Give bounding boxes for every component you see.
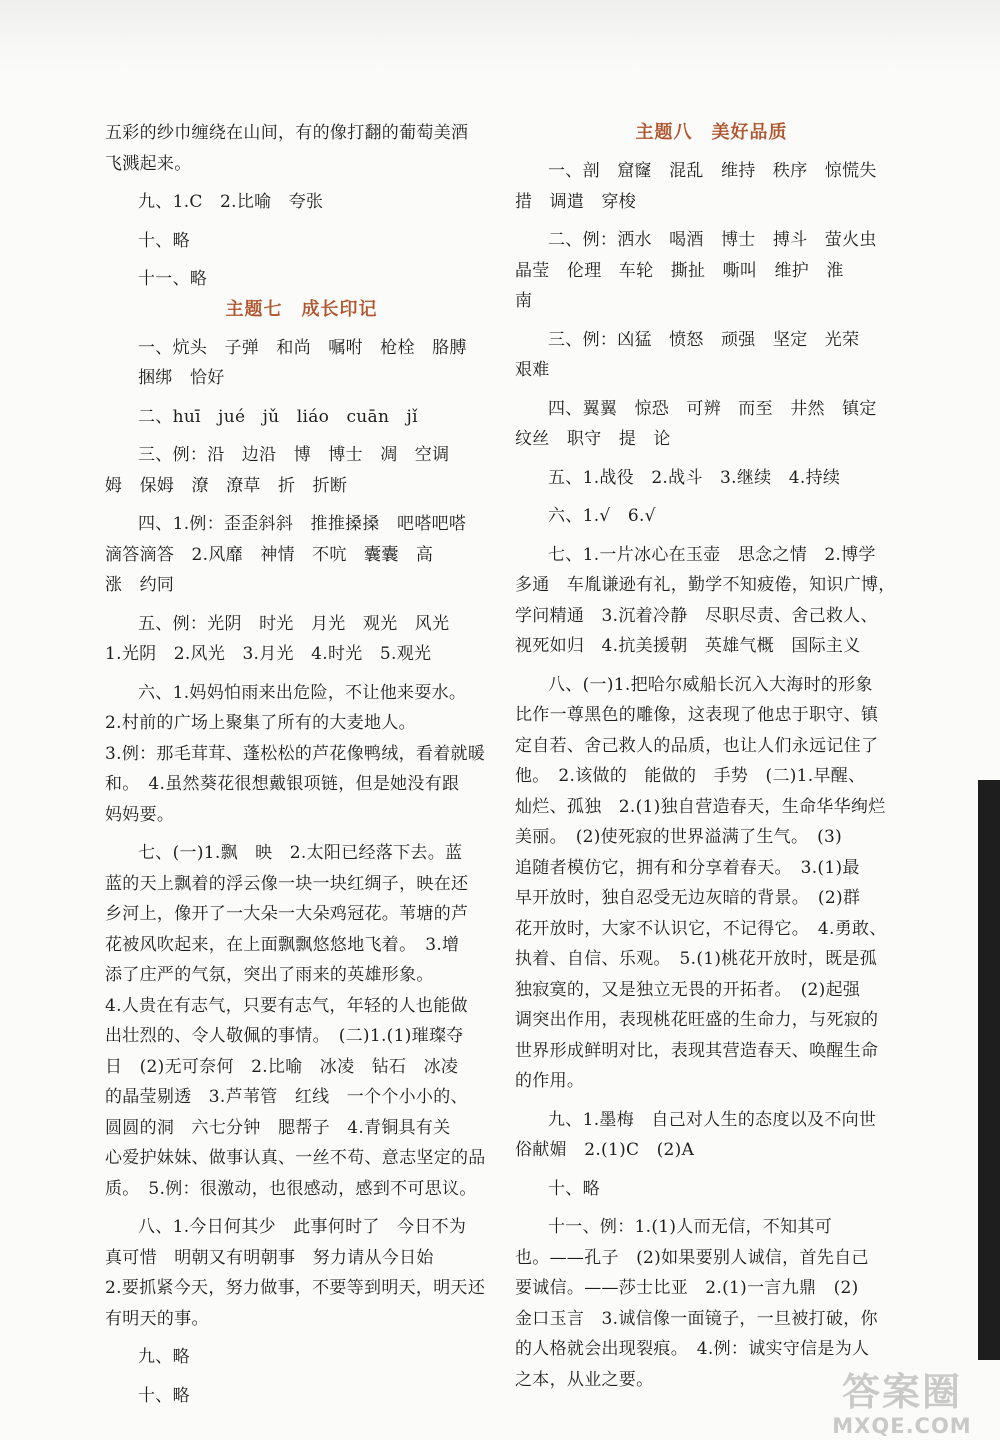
answer-line: 一、炕头 子弹 和尚 嘱咐 枪栓 胳膊 — [138, 337, 467, 358]
answer-line: 滴答滴答 2.风靡 神情 不吭 囊囊 高 — [105, 544, 434, 565]
item-gap — [515, 1204, 908, 1212]
answer-line: 心爱护妹妹、做事认真、一丝不苟、意志坚定的品 — [105, 1148, 486, 1168]
item-gap — [105, 432, 498, 440]
item-gap — [105, 218, 498, 226]
answer-line: 独寂寞的，又是独立无畏的开拓者。 (2)起强 — [515, 979, 861, 1000]
answer-line: 有明天的事。 — [105, 1308, 209, 1329]
answer-line: 学问精通 3.沉着冷静 尽职尽责、舍己救人、 — [515, 605, 878, 626]
item-gap — [105, 1373, 498, 1381]
answer-line: 八、(一)1.把哈尔威船长沉入大海时的形象 — [548, 674, 873, 695]
answer-line: 2.要抓紧今天，努力做事，不要等到明天，明天还 — [105, 1278, 486, 1298]
item-gap — [105, 501, 498, 509]
watermark-url: MXQE.COM — [832, 1414, 972, 1438]
answer-line: 执着、自信、乐观。 5.(1)桃花开放时，既是孤 — [515, 949, 877, 969]
answer-line: 乡河上，像开了一大朵一大朵鸡冠花。苇塘的芦 — [105, 904, 469, 924]
answer-line: 九、1.墨梅 自己对人生的态度以及不向世 — [548, 1109, 877, 1130]
answer-line: 一、剖 窟窿 混乱 维持 秩序 惊慌失 — [548, 161, 877, 181]
answer-line: 纹丝 职守 提 论 — [515, 429, 671, 449]
answer-line: 4.人贵在有志气，只要有志气，年轻的人也能做 — [105, 995, 468, 1016]
answer-line: 定自若、舍己救人的品质，也让人们永远记住了 — [515, 735, 879, 756]
item-gap — [105, 601, 498, 609]
answer-line: 调突出作用，表现桃花旺盛的生命力，与死寂的 — [515, 1010, 879, 1030]
item-gap — [515, 1097, 908, 1105]
answer-line: 3.例：那毛茸茸、蓬松松的芦花像鸭绒，看着就暖 — [105, 743, 486, 764]
answer-line: 1.光阴 2.风光 3.月光 4.时光 5.观光 — [105, 644, 432, 664]
answer-line: 南 — [515, 291, 533, 311]
answer-line: 五、1.战役 2.战斗 3.继续 4.持续 — [548, 467, 841, 488]
answer-line: 的人格就会出现裂痕。 4.例：诚实守信是为人 — [515, 1339, 870, 1359]
answer-line: 追随者模仿它，拥有和分享着春天。 3.(1)最 — [515, 857, 860, 878]
left-column — [105, 118, 498, 1411]
answer-line: 金口玉言 3.诚信像一面镜子，一旦被打破，你 — [515, 1308, 878, 1329]
answer-line: 圆圆的洞 六七分钟 腮帮子 4.青铜具有关 — [105, 1117, 451, 1138]
item-gap — [515, 386, 908, 394]
answer-line: 姆 保姆 潦 潦草 折 折断 — [105, 475, 348, 496]
answer-line: 真可惜 明朝又有明朝事 努力请从今日始 — [105, 1247, 434, 1268]
item-gap — [105, 670, 498, 678]
item-gap — [105, 256, 498, 264]
answer-line: 美丽。 (2)使死寂的世界溢满了生气。 (3) — [515, 827, 843, 847]
answer-line: 的作用。 — [515, 1071, 585, 1091]
item-gap — [515, 662, 908, 670]
answer-line: 比作一尊黑色的雕像，这表现了他忠于职守、镇 — [515, 705, 879, 725]
answer-line: 九、1.C 2.比喻 夸张 — [138, 192, 324, 212]
item-gap — [515, 217, 908, 225]
answer-line: 灿烂、孤独 2.(1)独自营造春天，生命华华绚烂 — [515, 796, 886, 817]
answer-line: 五彩的纱巾缠绕在山间，有的像打翻的葡萄美酒 — [105, 123, 469, 143]
item-gap — [105, 830, 498, 838]
right-column — [515, 118, 908, 1395]
answer-line: 视死如归 4.抗美援朝 英雄气概 国际主义 — [515, 636, 861, 656]
item-gap — [515, 1166, 908, 1174]
answer-line: 飞溅起来。 — [105, 153, 192, 174]
section-title: 主题八 美好品质 — [635, 122, 788, 143]
answer-line: 俗献媚 2.(1)C (2)A — [515, 1140, 695, 1160]
answer-line: 十、略 — [548, 1178, 600, 1199]
answer-line: 花被风吹起来，在上面飘飘悠悠地飞着。 3.增 — [105, 934, 460, 955]
answer-line: 二、huī jué jǔ liáo cuān jǐ — [138, 406, 418, 427]
section-title: 主题七 成长印记 — [225, 298, 378, 320]
answer-line: 五、例：光阴 时光 月光 观光 风光 — [138, 613, 450, 634]
answer-line: 蓝的天上飘着的浮云像一块一块红绸子，映在还 — [105, 873, 469, 894]
answer-line: 捆绑 恰好 — [138, 368, 225, 388]
answer-line: 四、1.例：歪歪斜斜 推推搡搡 吧嗒吧嗒 — [138, 514, 467, 534]
answer-line: 他。 2.该做的 能做的 手势 (二)1.早醒、 — [515, 766, 866, 786]
answer-line: 七、1.一片冰心在玉壶 思念之情 2.博学 — [548, 544, 876, 565]
answer-line: 早开放时，独自忍受无边灰暗的背景。 (2)群 — [515, 888, 861, 908]
answer-line: 六、1.√ 6.√ — [548, 506, 656, 526]
answer-line: 花开放时，大家不认识它，不记得它。 4.勇敢、 — [515, 918, 887, 939]
answer-line: 多通 车胤谦逊有礼，勤学不知疲倦，知识广博， — [515, 575, 896, 595]
page-edge-tab — [978, 780, 1000, 1360]
answer-line: 十一、例：1.(1)人而无信，不知其可 — [548, 1217, 832, 1237]
answer-line: 措 调遣 穿梭 — [515, 191, 637, 212]
item-gap — [105, 394, 498, 402]
answer-line: 质。 5.例：很激动，也很感动，感到不可思议。 — [105, 1178, 477, 1199]
answer-line: 晶莹 伦理 车轮 撕扯 嘶叫 维护 淮 — [515, 260, 844, 281]
item-gap — [105, 179, 498, 187]
answer-line: 三、例：沿 边沿 博 博士 凋 空调 — [138, 445, 450, 465]
item-gap — [105, 1334, 498, 1342]
answer-line: 之本，从业之要。 — [515, 1369, 654, 1390]
answer-line: 也。——孔子 (2)如果要别人诚信，首先自己 — [515, 1247, 869, 1268]
answer-line: 十一、略 — [138, 269, 208, 289]
answer-line: 艰难 — [515, 360, 550, 380]
answer-line: 要诚信。——莎士比亚 2.(1)一言九鼎 (2) — [515, 1278, 859, 1298]
answer-line: 世界形成鲜明对比，表现其营造春天、唤醒生命 — [515, 1040, 879, 1061]
answer-line: 二、例：洒水 喝酒 博士 搏斗 萤火虫 — [548, 230, 877, 250]
answer-line: 六、1.妈妈怕雨来出危险，不让他来耍水。 — [138, 682, 467, 703]
item-gap — [515, 317, 908, 325]
answer-line: 添了庄严的气氛，突出了雨来的英雄形象。 — [105, 965, 434, 985]
answer-line: 涨 约同 — [105, 575, 175, 595]
answer-line: 九、略 — [138, 1347, 190, 1367]
item-gap — [105, 1204, 498, 1212]
answer-line: 十、略 — [138, 1385, 190, 1406]
item-gap — [105, 325, 498, 333]
watermark-logo — [822, 1370, 982, 1438]
answer-line: 八、1.今日何其少 此事何时了 今日不为 — [138, 1217, 467, 1237]
answer-line: 的晶莹剔透 3.芦苇管 红线 一个个小小的、 — [105, 1087, 468, 1107]
watermark-text: 答案圈 — [841, 1370, 962, 1414]
answer-line: 日 (2)无可奈何 2.比喻 冰凌 钻石 冰凌 — [105, 1056, 459, 1077]
answer-line: 和。 4.虽然葵花很想戴银项链，但是她没有跟 — [105, 774, 460, 794]
item-gap — [515, 148, 908, 156]
item-gap — [515, 493, 908, 501]
answer-line: 出壮烈的、令人敬佩的事情。 (二)1.(1)璀璨夺 — [105, 1026, 464, 1046]
answer-line: 三、例：凶猛 愤怒 顽强 坚定 光荣 — [548, 329, 860, 350]
page-top-shadow — [0, 0, 1000, 70]
item-gap — [515, 455, 908, 463]
item-gap — [515, 532, 908, 540]
answer-line: 四、翼翼 惊恐 可辨 而至 井然 镇定 — [548, 398, 877, 419]
answer-line: 十、略 — [138, 230, 190, 251]
answer-line: 七、(一)1.飘 映 2.太阳已经落下去。蓝 — [138, 843, 463, 863]
answer-line: 2.村前的广场上聚集了所有的大麦地人。 — [105, 713, 416, 733]
answer-line: 妈妈要。 — [105, 804, 175, 825]
